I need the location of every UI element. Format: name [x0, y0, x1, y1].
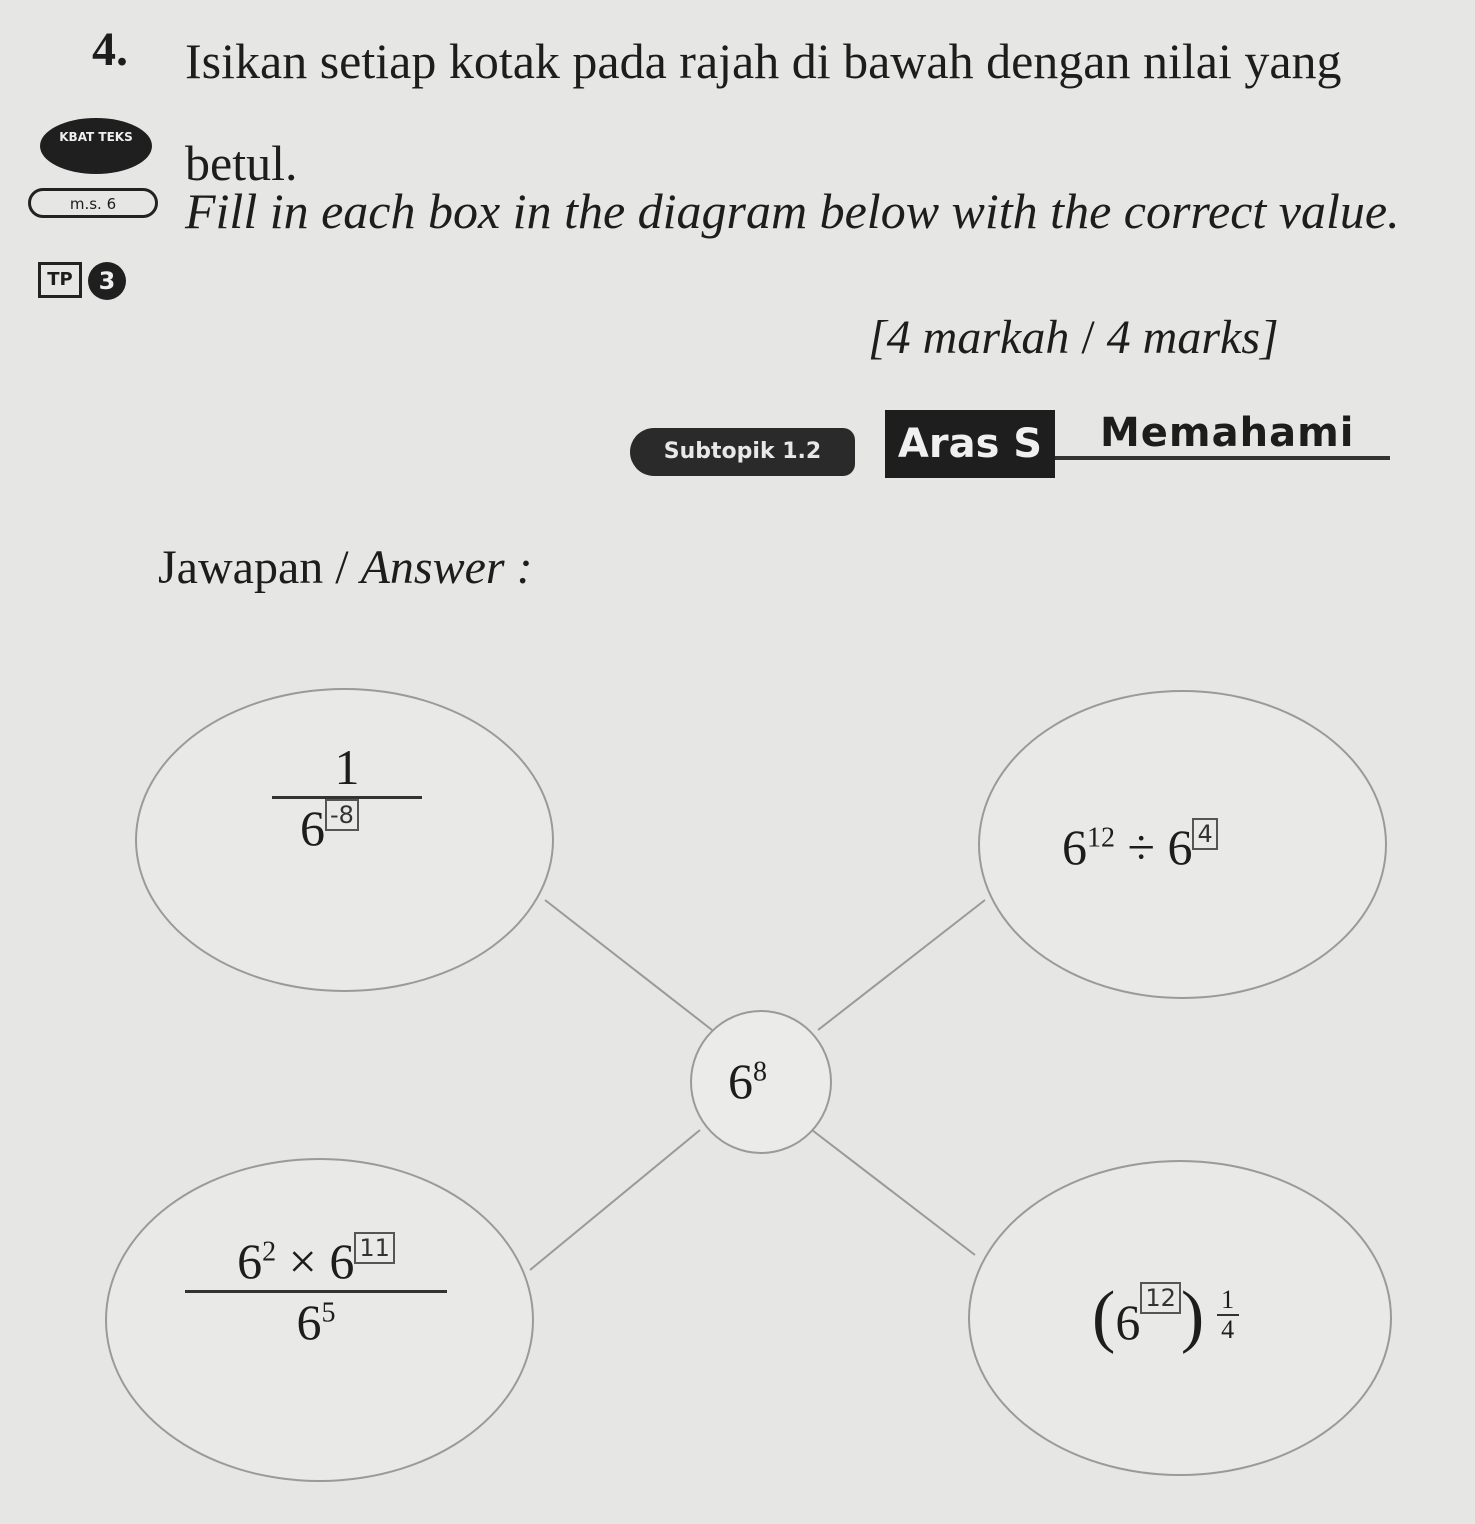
- base1-top-right: 6: [1062, 819, 1087, 875]
- base2-bottom-left: 6: [329, 1233, 355, 1289]
- connector-bottom-right: [812, 1130, 975, 1255]
- tp-level-badge: 3: [88, 262, 126, 300]
- outer-exponent-numerator: 1: [1221, 1285, 1235, 1314]
- base1-bottom-left: 6: [237, 1233, 263, 1289]
- connector-top-left: [545, 900, 712, 1030]
- expression-top-left: [272, 738, 422, 857]
- open-paren-bottom-right: (: [1092, 1278, 1116, 1355]
- marks-malay: [4 markah: [868, 311, 1070, 364]
- answer-box-top-right[interactable]: 4: [1192, 818, 1217, 850]
- answer-box-bottom-left[interactable]: 11: [354, 1232, 395, 1264]
- expression-top-right: [1062, 818, 1218, 876]
- operator-bottom-left: ×: [288, 1233, 317, 1289]
- outer-exponent-denominator: 4: [1221, 1315, 1235, 1344]
- kbat-badge: KBAT TEKS: [40, 118, 152, 174]
- answer-label-english: Answer :: [360, 541, 533, 594]
- close-paren-bottom-right: ): [1180, 1278, 1205, 1355]
- subtopic-badge: Subtopik 1.2: [630, 428, 855, 476]
- expression-bottom-right: [1092, 1278, 1239, 1355]
- fraction-bottom-left: [185, 1232, 447, 1351]
- denominator-top-left: [272, 799, 422, 857]
- denominator-bottom-left: [185, 1293, 447, 1351]
- question-text-english: Fill in each box in the diagram below with the correct value.: [185, 183, 1400, 239]
- numerator-bottom-left: [185, 1232, 447, 1290]
- outer-exponent-bottom-right: [1217, 1286, 1239, 1344]
- level-badge: Aras S: [885, 410, 1055, 478]
- page-reference-badge: m.s. 6: [28, 188, 158, 218]
- base-bottom-right: 6: [1115, 1294, 1141, 1350]
- marks-separator: /: [1081, 311, 1095, 364]
- denominator-exponent-bottom-left: 5: [321, 1297, 336, 1329]
- tp-badge: TP: [38, 262, 82, 298]
- denominator-base-bottom-left: 6: [296, 1294, 322, 1350]
- level-description: Memahami: [1100, 410, 1355, 456]
- connector-bottom-left: [530, 1130, 700, 1270]
- numerator-top-left: 1: [334, 739, 360, 795]
- marks-english: 4 marks]: [1106, 311, 1279, 364]
- answer-box-top-left[interactable]: -8: [325, 799, 359, 831]
- base-top-left: 6: [300, 800, 325, 856]
- answer-label-separator: /: [335, 541, 349, 594]
- exponent1-top-right: 12: [1087, 822, 1115, 854]
- exponent-center: 8: [753, 1056, 767, 1088]
- operator-top-right: ÷: [1127, 819, 1155, 875]
- question-text-malay: Isikan setiap kotak pada rajah di bawah dengan nilai yang betul.: [185, 33, 1342, 191]
- expression-center: [728, 1052, 767, 1110]
- question-number: 4.: [92, 23, 128, 76]
- fraction-top-left: [272, 738, 422, 857]
- expression-bottom-left: [185, 1232, 447, 1351]
- base-center: 6: [728, 1053, 753, 1109]
- connector-top-right: [818, 900, 985, 1030]
- answer-label-malay: Jawapan: [158, 541, 324, 594]
- base2-top-right: 6: [1167, 819, 1193, 875]
- answer-box-bottom-right[interactable]: 12: [1140, 1282, 1181, 1314]
- exponent1-bottom-left: 2: [262, 1236, 277, 1268]
